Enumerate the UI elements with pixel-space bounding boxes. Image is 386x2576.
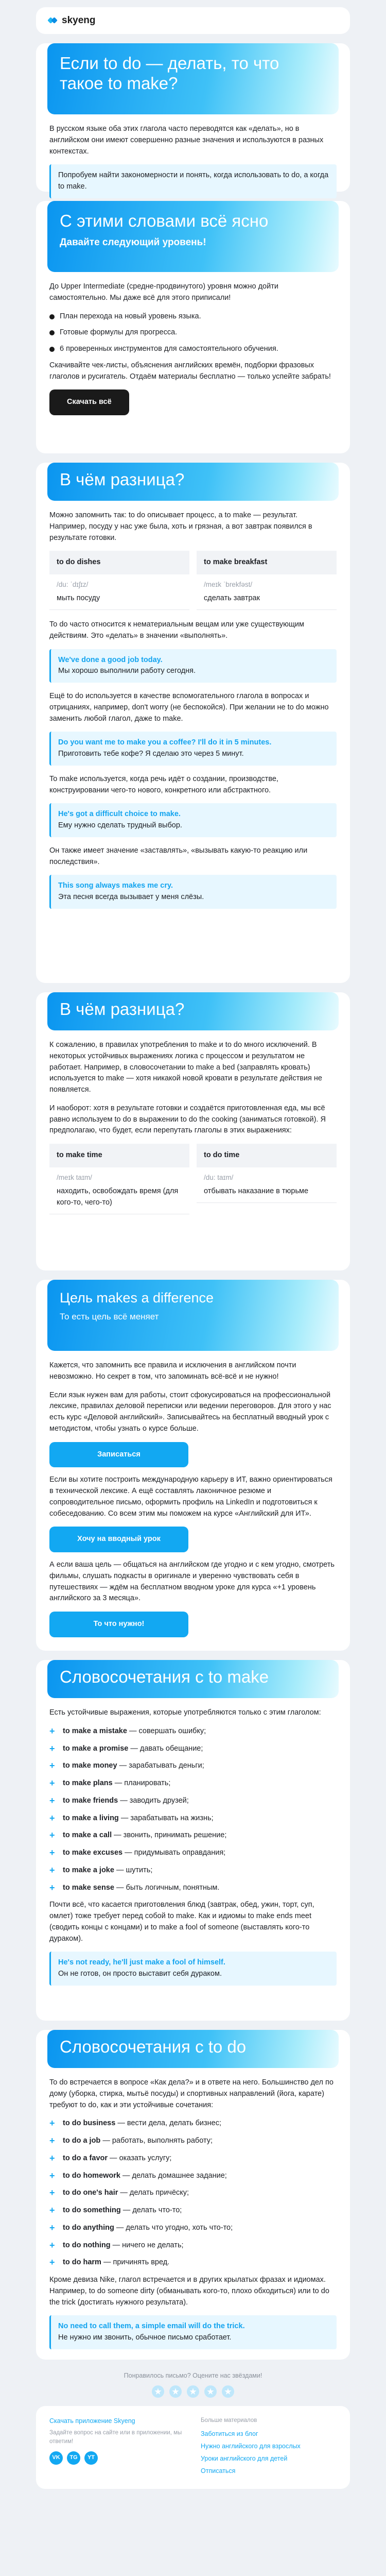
goal-subtitle: То есть цель всё меняет bbox=[60, 1311, 159, 1321]
plus-icon: + bbox=[49, 1865, 55, 1875]
phrase-en: to make a mistake bbox=[63, 1726, 127, 1735]
phrase-ru: — делать что угодно, хоть что-то; bbox=[114, 2223, 233, 2232]
star-icon[interactable] bbox=[204, 2385, 217, 2398]
example-en: No need to call them, a simple email will do the trick. bbox=[58, 2322, 245, 2331]
example-en: Do you want me to make you a coffee? I'll do it in 5 minutes. bbox=[58, 738, 272, 747]
phrase-ru: — ничего не делать; bbox=[110, 2241, 184, 2249]
phrase-ru: — планировать; bbox=[112, 1779, 171, 1787]
goal-card bbox=[36, 1280, 350, 1651]
plus-icon: + bbox=[49, 1882, 55, 1893]
goal-paragraph: Если вы хотите построить международную карьеру в ИТ, важно ориентироваться в технической лексике. А ещё составлять лаконичное резюме и сопроводительное письмо, оформить профиль на LinkedIn и подготовиться к собеседованию. Со всем этим мы поможем на курсе «Английский для ИТ». bbox=[49, 1476, 332, 1518]
plus-icon: + bbox=[49, 1812, 55, 1823]
phrase-ru: — оказать услугу; bbox=[108, 2154, 172, 2162]
plus-icon: + bbox=[49, 1725, 55, 1736]
exceptions-paragraph: И наоборот: хотя в результате готовки и создаётся приготовленная еда, мы всё равно используем to do в выражении to do the cooking (заниматься готовкой). Я предполагаю, что будет, если перепутать глаголы в этих выражениях: bbox=[49, 1104, 326, 1135]
phrase-ru: — звонить, принимать решение; bbox=[112, 1831, 227, 1840]
phrase-ru: — делать причёску; bbox=[118, 2189, 189, 2197]
plus-icon: + bbox=[49, 2257, 55, 2268]
phrase-ru: — делать что-то; bbox=[120, 2206, 182, 2214]
phrase-en: to make a joke bbox=[63, 1866, 114, 1874]
app-download-link[interactable]: Скачать приложение Skyeng bbox=[49, 2417, 135, 2425]
phrase-ru: — зарабатывать на жизнь; bbox=[118, 1814, 214, 1822]
example-callout bbox=[49, 649, 337, 683]
intro-card bbox=[36, 43, 350, 192]
list-item bbox=[49, 2188, 337, 2199]
phrase-en: to do homework bbox=[63, 2171, 120, 2180]
phrase-en: to make plans bbox=[63, 1779, 113, 1787]
phrase-en: to make a living bbox=[63, 1814, 119, 1822]
difference-body bbox=[36, 501, 350, 929]
rating-stars bbox=[0, 2385, 386, 2398]
phrase-en: to make friends bbox=[63, 1796, 118, 1805]
header-card bbox=[36, 7, 350, 34]
list-item bbox=[49, 1848, 337, 1859]
plus-icon: + bbox=[49, 1778, 55, 1788]
make-hero bbox=[47, 1660, 339, 1698]
plus-icon: + bbox=[49, 2222, 55, 2233]
signup-button[interactable]: Записаться bbox=[49, 1442, 188, 1468]
table-header: to do dishes bbox=[49, 551, 189, 574]
list-item bbox=[49, 1813, 337, 1824]
transcription: /meɪk taɪm/ bbox=[57, 1173, 92, 1181]
list-item bbox=[49, 2118, 337, 2129]
plus-icon: + bbox=[49, 2153, 55, 2163]
phrase-en: to make a promise bbox=[63, 1744, 129, 1753]
phrase-en: to do nothing bbox=[63, 2241, 111, 2249]
list-item bbox=[49, 1883, 337, 1894]
list-item bbox=[49, 344, 337, 355]
phrase-ru: — работать, выполнять работу; bbox=[100, 2137, 213, 2145]
footer-link[interactable]: Больше материалов bbox=[201, 2417, 257, 2424]
rating-label: Понравилось письмо? Оцените нас звёздами! bbox=[124, 2372, 262, 2379]
phrase-en: to do a job bbox=[63, 2137, 101, 2145]
phrase-en: to do harm bbox=[63, 2258, 101, 2267]
phrase-en: to make a call bbox=[63, 1831, 112, 1840]
intro-callout-text: Попробуем найти закономерности и понять, когда использовать to do, а когда to make. bbox=[58, 171, 329, 191]
phrase-ru: — делать домашнее задание; bbox=[120, 2171, 227, 2180]
promo-subtitle: Давайте следующий уровень! bbox=[60, 236, 206, 248]
example-callout bbox=[49, 2315, 337, 2349]
bullet-text: План перехода на новый уровень языка. bbox=[60, 312, 201, 320]
list-item bbox=[49, 2257, 337, 2268]
example-en: He's got a difficult choice to make. bbox=[58, 810, 181, 819]
promo-body bbox=[36, 272, 350, 428]
promo-card bbox=[36, 201, 350, 453]
footer-card bbox=[36, 2406, 350, 2489]
difference-paragraph: To do часто относится к нематериальным вещам или уже существующим действиям. Это «делать» в значении «выполнять». bbox=[49, 620, 304, 640]
promo-bullets bbox=[49, 311, 337, 355]
logo[interactable] bbox=[48, 13, 95, 28]
app-note: Задайте вопрос на сайте или в приложении, мы ответим! bbox=[49, 2430, 182, 2445]
list-item bbox=[49, 1760, 337, 1772]
example-en: This song always makes me cry. bbox=[58, 882, 173, 890]
star-icon[interactable] bbox=[222, 2385, 234, 2398]
social-links bbox=[49, 2451, 185, 2465]
make-paragraph: Есть устойчивые выражения, которые употребляются только с этим глаголом: bbox=[49, 1708, 321, 1717]
list-item bbox=[49, 1778, 337, 1789]
goal-title: Цель makes a difference bbox=[60, 1290, 214, 1306]
translation: отбывать наказание в тюрьме bbox=[197, 1184, 337, 1203]
example-en: We've done a good job today. bbox=[58, 655, 163, 664]
difference-card bbox=[36, 463, 350, 983]
transcription: /du: taɪm/ bbox=[204, 1173, 234, 1181]
example-callout bbox=[49, 732, 337, 766]
plus-icon: + bbox=[49, 2136, 55, 2146]
logo-text: skyeng bbox=[62, 15, 96, 26]
do-paragraph: Кроме девиза Nike, глагол встречается и в других крылатых фразах и идиомах. Например, to do someone dirty (обманывать кого-то, плохо обходиться) или to do the trick (достигать нужного результата). bbox=[49, 2276, 329, 2307]
list-item bbox=[49, 2136, 337, 2147]
difference-hero bbox=[47, 463, 339, 501]
example-ru: Ему нужно сделать трудный выбор. bbox=[58, 821, 182, 829]
promo-paragraph: До Upper Intermediate (средне-продвинутого) уровня можно дойти самостоятельно. Мы даже всё для этого приписали! bbox=[49, 282, 278, 302]
goal-paragraph: А если ваша цель — общаться на английском где угодно и с кем угодно, смотреть фильмы, слушать подкасты в оригинале и уверенно чувствовать себя в путешествиях — ждём на бесплатном вводном уроке для курса «+1 уровень английского за 3 месяца». bbox=[49, 1561, 335, 1603]
exceptions-hero bbox=[47, 992, 339, 1030]
make-list bbox=[49, 1726, 337, 1894]
plus-icon: + bbox=[49, 2240, 55, 2250]
example-en: He's not ready, he'll just make a fool of himself. bbox=[58, 1958, 225, 1967]
phrase-en: to make money bbox=[63, 1761, 117, 1770]
phrase-en: to make sense bbox=[63, 1883, 114, 1892]
goal-paragraph: Кажется, что запомнить все правила и исключения в английском почти невозможно. Но секрет в том, что запоминать всё-всё и не нужно! bbox=[49, 1361, 296, 1381]
example-table bbox=[49, 551, 337, 610]
bullet-icon bbox=[49, 330, 55, 335]
phrase-en: to do one's hair bbox=[63, 2189, 118, 2197]
download-all-button[interactable]: Скачать всё bbox=[49, 389, 129, 415]
plus-icon: + bbox=[49, 1830, 55, 1841]
goal-paragraph: Если язык нужен вам для работы, стоит сфокусироваться на профессиональной лексике, правилах деловой переписки или ведении переговоров. Для этого у нас есть курс «Деловой английский». Записывайтесь на бесплатный вводный урок с методистом, чтобы узнать о курсе больше. bbox=[49, 1391, 331, 1433]
vk-icon[interactable]: VK bbox=[49, 2451, 63, 2465]
phrase-ru: — придумывать оправдания; bbox=[122, 1849, 226, 1857]
plus-icon: + bbox=[49, 2170, 55, 2181]
goal-body bbox=[36, 1351, 350, 1650]
list-item bbox=[49, 1865, 337, 1876]
phrase-ru: — причинять вред. bbox=[101, 2258, 170, 2267]
intro-title: Если to do — делать, то что такое to make? bbox=[60, 54, 279, 93]
table-header: to make time bbox=[49, 1144, 189, 1167]
difference-paragraph: Можно запомнить так: to do описывает процесс, а to make — результат. Например, посуду у нас уже была, хоть и грязная, а вот завтрак появился в результате готовки. bbox=[49, 511, 312, 542]
plus-icon: + bbox=[49, 1760, 55, 1771]
promo-paragraph-2: Скачивайте чек-листы, объяснения английских времён, подборки фразовых глаголов и русигатель. Отдаём материалы бесплатно — только успейте забрать! bbox=[49, 361, 331, 381]
intro-paragraph: В русском языке оба этих глагола часто переводятся как «делать», но в английском они имеют совершенно разные значения и используются в разных контекстах. bbox=[49, 125, 324, 156]
footer-link[interactable]: Нужно английского для взрослых bbox=[201, 2442, 301, 2450]
list-item bbox=[49, 2153, 337, 2164]
list-item bbox=[49, 1795, 337, 1807]
table-header: to do time bbox=[197, 1144, 337, 1167]
plus-icon: + bbox=[49, 1848, 55, 1858]
promo-title: С этими словами всё ясно bbox=[60, 211, 269, 230]
bullet-text: Готовые формулы для прогресса. bbox=[60, 328, 178, 337]
list-item bbox=[49, 1830, 337, 1841]
make-paragraph: Почти всё, что касается приготовления блюд (завтрак, обед, ужин, торт, суп, омлет) тоже требует перед собой to make. Как и идиомы to make ends meet (сводить концы с концами) и to make a fool of someone (выставлять кого-то дураком). bbox=[49, 1901, 314, 1943]
translation: сделать завтрак bbox=[197, 591, 337, 610]
footer-link[interactable]: Заботиться из блог bbox=[201, 2430, 258, 2437]
unsubscribe-link[interactable]: Отписаться bbox=[201, 2467, 236, 2475]
example-callout bbox=[49, 803, 337, 837]
difference-paragraph: Ещё to do используется в качестве вспомогательного глагола в вопросах и отрицаниях, например, don't worry (не беспокойся). При желании не to do можно заменить любой глагол, даже to make. bbox=[49, 692, 329, 723]
list-item bbox=[49, 1743, 337, 1755]
example-ru: Он не готов, он просто выставит себя дураком. bbox=[58, 1970, 222, 1978]
phrase-en: to do a favor bbox=[63, 2154, 108, 2162]
phrase-ru: — заводить друзей; bbox=[118, 1796, 189, 1805]
phrase-ru: — совершать ошибку; bbox=[127, 1726, 206, 1735]
list-item bbox=[49, 2171, 337, 2182]
exceptions-paragraph: К сожалению, в правилах употребления to make и to do много исключений. В некоторых устойчивых выражениях логика с процессом и результатом не работает. Например, в словосочетании to make a bed (заправлять кровать) используется to make — хотя никакой новой кровати в результате действия не появляется. bbox=[49, 1041, 322, 1094]
intro-lesson-button[interactable]: Хочу на вводный урок bbox=[49, 1527, 188, 1552]
plus-icon: + bbox=[49, 2118, 55, 2129]
goal-hero bbox=[47, 1280, 339, 1351]
telegram-icon[interactable]: TG bbox=[67, 2451, 80, 2465]
example-ru: Эта песня всегда вызывает у меня слёзы. bbox=[58, 893, 204, 901]
transcription: /du: ˈdɪʃɪz/ bbox=[57, 581, 89, 588]
logo-mark-icon bbox=[48, 16, 58, 25]
do-paragraph: To do встречается в вопросе «Как дела?» и в ответе на него. Большинство дел по дому (уборка, стирка, мытьё посуды) и спортивных направлений (йога, карате) требуют to do, как и эти устойчивые сочетания: bbox=[49, 2078, 334, 2109]
star-icon[interactable] bbox=[169, 2385, 182, 2398]
phrase-en: to do business bbox=[63, 2119, 116, 2128]
list-item bbox=[49, 2205, 337, 2216]
plus-icon: + bbox=[49, 1743, 55, 1754]
exceptions-title: В чём разница? bbox=[60, 999, 185, 1019]
phrase-ru: — зарабатывать деньги; bbox=[117, 1761, 204, 1770]
table-column bbox=[49, 1144, 189, 1214]
table-column bbox=[197, 551, 337, 610]
phrase-ru: — давать обещание; bbox=[128, 1744, 203, 1753]
footer-link[interactable]: Уроки английского для детей bbox=[201, 2455, 288, 2463]
header bbox=[36, 7, 350, 34]
footer bbox=[36, 2406, 350, 2489]
make-title: Словосочетания с to make bbox=[60, 1667, 269, 1686]
exceptions-card bbox=[36, 992, 350, 1270]
table-column bbox=[49, 551, 189, 610]
bullet-icon bbox=[49, 347, 55, 352]
bullet-text: 6 проверенных инструментов для самостоятельного обучения. bbox=[60, 345, 278, 353]
bullet-icon bbox=[49, 314, 55, 319]
list-item bbox=[49, 2223, 337, 2234]
table-header: to make breakfast bbox=[197, 551, 337, 574]
list-item bbox=[49, 1726, 337, 1737]
intro-hero bbox=[47, 43, 339, 114]
phrase-ru: — шутить; bbox=[114, 1866, 153, 1874]
do-list bbox=[49, 2118, 337, 2268]
example-ru: Не нужно им звонить, обычное письмо сработает. bbox=[58, 2333, 232, 2342]
list-item bbox=[49, 2240, 337, 2251]
promo-hero bbox=[47, 201, 339, 272]
plus-icon: + bbox=[49, 1795, 55, 1806]
star-icon[interactable] bbox=[152, 2385, 164, 2398]
do-hero bbox=[47, 2030, 339, 2068]
translation: находить, освобождать время (для кого-то, чего-то) bbox=[49, 1184, 189, 1214]
make-body bbox=[36, 1698, 350, 2006]
plus-icon: + bbox=[49, 2188, 55, 2198]
difference-paragraph: To make используется, когда речь идёт о создании, производстве, конструировании чего-то нового, конкретного или абстрактного. bbox=[49, 774, 278, 794]
example-callout bbox=[49, 1952, 337, 1986]
transcription: /meɪk ˈbrekfəst/ bbox=[204, 581, 253, 588]
star-icon[interactable] bbox=[187, 2385, 199, 2398]
difference-title: В чём разница? bbox=[60, 470, 185, 489]
plus-icon: + bbox=[49, 2205, 55, 2215]
example-ru: Приготовить тебе кофе? Я сделаю это через 5 минут. bbox=[58, 750, 244, 758]
footer-links-column bbox=[201, 2416, 337, 2479]
difference-paragraph: Он также имеет значение «заставлять», «вызывать какую-то реакцию или последствия». bbox=[49, 846, 308, 866]
youtube-icon[interactable]: YT bbox=[84, 2451, 98, 2465]
do-title: Словосочетания с to do bbox=[60, 2037, 247, 2056]
table-column bbox=[197, 1144, 337, 1214]
example-ru: Мы хорошо выполнили работу сегодня. bbox=[58, 667, 196, 675]
phrase-ru: — быть логичным, понятным. bbox=[114, 1883, 220, 1892]
do-collocations-card bbox=[36, 2030, 350, 2360]
intro-callout bbox=[49, 164, 337, 198]
make-collocations-card bbox=[36, 1660, 350, 2021]
just-what-i-need-button[interactable]: То что нужно! bbox=[49, 1612, 188, 1637]
do-body bbox=[36, 2068, 350, 2370]
translation: мыть посуду bbox=[49, 591, 189, 610]
phrase-en: to make excuses bbox=[63, 1849, 123, 1857]
phrase-en: to do something bbox=[63, 2206, 121, 2214]
example-table bbox=[49, 1144, 337, 1214]
list-item bbox=[49, 327, 337, 338]
phrase-en: to do anything bbox=[63, 2223, 114, 2232]
exceptions-body bbox=[36, 1030, 350, 1236]
example-callout bbox=[49, 875, 337, 909]
phrase-ru: — вести дела, делать бизнес; bbox=[115, 2119, 222, 2128]
list-item bbox=[49, 311, 337, 323]
footer-app-column bbox=[49, 2416, 185, 2479]
